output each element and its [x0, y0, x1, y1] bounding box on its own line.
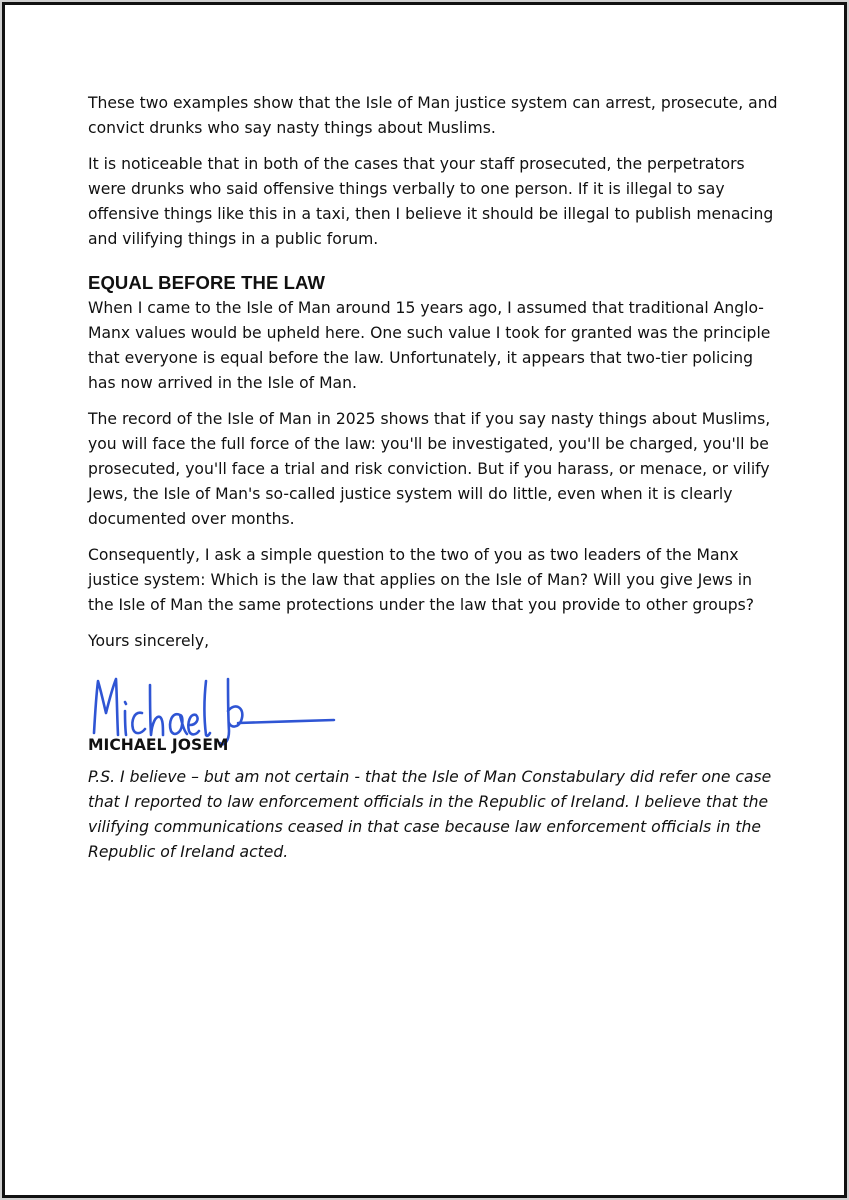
paragraph-record-2025: The record of the Isle of Man in 2025 shows that if you say nasty things about Muslims, you will face the full force of the law: you'll be investigated, you'll be charged, you'll be prosecuted, you'll face a trial and risk conviction. But if you harass, or menace, or vilify Jews, the Isle of Man's so-called justice system will do little, even when it is clearly documented over months. [88, 410, 771, 528]
paragraph-anglo-manx: When I came to the Isle of Man around 15 years ago, I assumed that traditional Anglo-Manx values would be upheld here. One such value I took for granted was the principle that everyone is equal before the law. Unfortunately, it appears that two-tier policing has now arrived in the Isle of Man. [88, 299, 771, 392]
postscript: P.S. I believe – but am not certain - that the Isle of Man Constabulary did refer one case that I reported to law enforcement officials in the Republic of Ireland. I believe that the vilifying communications ceased in that case because law enforcement officials in the Republic of Ireland acted. [88, 768, 772, 861]
paragraph-question: Consequently, I ask a simple question to the two of you as two leaders of the Manx justice system: Which is the law that applies on the Isle of Man? Will you give Jews in the Isle of Man the same protections under the law that you provide to other groups? [88, 546, 755, 614]
closing-salutation: Yours sincerely, [88, 632, 210, 650]
paragraph-examples: These two examples show that the Isle of Man justice system can arrest, prosecute, and convict drunks who say nasty things about Muslims. [88, 94, 778, 137]
letter-body [88, 91, 778, 876]
letter-page [2, 2, 847, 1198]
signature-block [88, 665, 778, 765]
paragraph-noticeable: It is noticeable that in both of the cases that your staff prosecuted, the perpetrators were drunks who said offensive things verbally to one person. If it is illegal to say offensive things like this in a taxi, then I believe it should be illegal to publish menacing and vilifying things in a public forum. [88, 155, 774, 248]
section-heading: EQUAL BEFORE THE LAW [88, 272, 326, 293]
signer-name: MICHAEL JOSEM [88, 736, 229, 754]
